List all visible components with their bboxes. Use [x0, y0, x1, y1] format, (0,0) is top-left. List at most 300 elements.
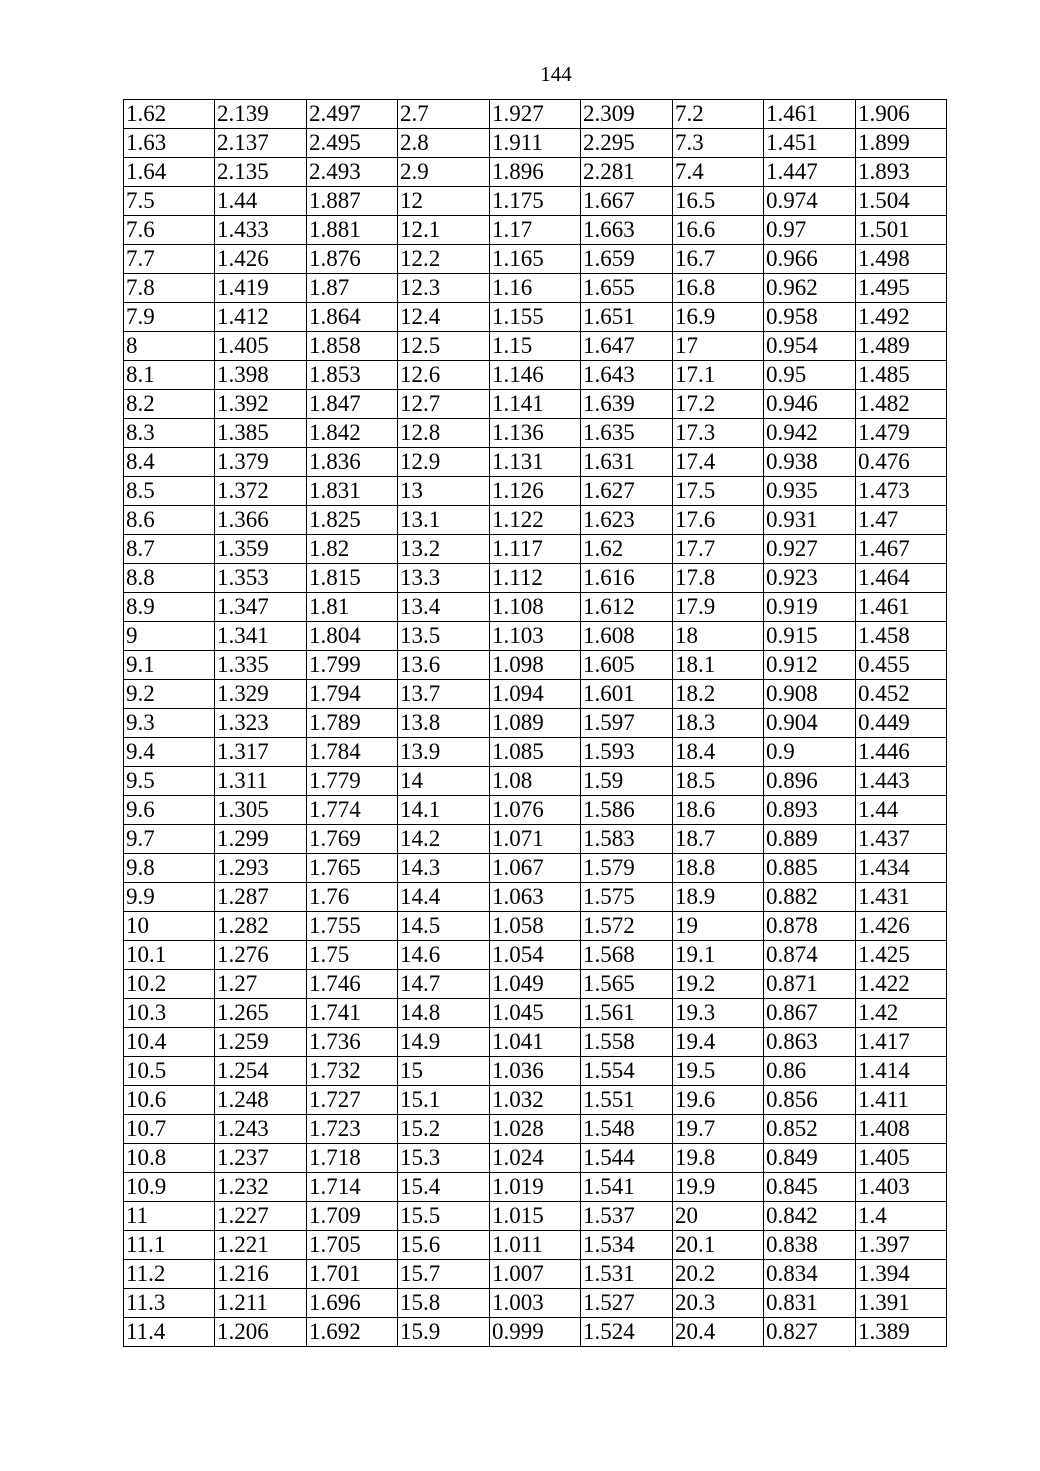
table-cell: 13.4 [398, 593, 490, 622]
table-cell: 1.643 [581, 361, 673, 390]
table-cell: 9 [124, 622, 215, 651]
table-cell: 1.165 [490, 245, 581, 274]
table-cell: 18 [673, 622, 764, 651]
table-cell: 0.449 [856, 709, 947, 738]
table-cell: 1.17 [490, 216, 581, 245]
table-cell: 1.44 [215, 187, 307, 216]
table-cell: 9.2 [124, 680, 215, 709]
table-cell: 7.5 [124, 187, 215, 216]
table-cell: 1.616 [581, 564, 673, 593]
table-row [124, 912, 947, 941]
table-cell: 1.544 [581, 1144, 673, 1173]
table-cell: 17.7 [673, 535, 764, 564]
table-cell: 1.16 [490, 274, 581, 303]
table-cell: 1.631 [581, 448, 673, 477]
table-cell: 1.804 [307, 622, 398, 651]
table-row [124, 970, 947, 999]
table-cell: 1.81 [307, 593, 398, 622]
table-cell: 1.784 [307, 738, 398, 767]
table-cell: 19.6 [673, 1086, 764, 1115]
table-cell: 17.6 [673, 506, 764, 535]
table-cell: 1.842 [307, 419, 398, 448]
table-cell: 10.3 [124, 999, 215, 1028]
table-cell: 15.2 [398, 1115, 490, 1144]
table-cell: 8.7 [124, 535, 215, 564]
table-cell: 1.705 [307, 1231, 398, 1260]
table-cell: 9.5 [124, 767, 215, 796]
table-cell: 11.2 [124, 1260, 215, 1289]
table-cell: 8.2 [124, 390, 215, 419]
table-cell: 19 [673, 912, 764, 941]
table-cell: 0.97 [764, 216, 856, 245]
table-cell: 1.62 [124, 100, 215, 129]
table-cell: 2.281 [581, 158, 673, 187]
table-cell: 1.815 [307, 564, 398, 593]
table-cell: 1.59 [581, 767, 673, 796]
table-cell: 1.287 [215, 883, 307, 912]
table-cell: 0.885 [764, 854, 856, 883]
table-cell: 0.958 [764, 303, 856, 332]
table-cell: 1.75 [307, 941, 398, 970]
table-cell: 1.003 [490, 1289, 581, 1318]
table-cell: 12.1 [398, 216, 490, 245]
table-cell: 1.825 [307, 506, 398, 535]
table-cell: 18.5 [673, 767, 764, 796]
table-cell: 1.635 [581, 419, 673, 448]
table-row [124, 129, 947, 158]
table-cell: 0.95 [764, 361, 856, 390]
table-cell: 14.5 [398, 912, 490, 941]
table-cell: 1.054 [490, 941, 581, 970]
table-row [124, 303, 947, 332]
table-cell: 1.433 [215, 216, 307, 245]
table-cell: 1.876 [307, 245, 398, 274]
table-cell: 14.8 [398, 999, 490, 1028]
table-cell: 1.461 [856, 593, 947, 622]
table-cell: 1.647 [581, 332, 673, 361]
table-cell: 1.765 [307, 854, 398, 883]
table-row [124, 564, 947, 593]
table-cell: 17.2 [673, 390, 764, 419]
table-cell: 1.893 [856, 158, 947, 187]
table-cell: 9.3 [124, 709, 215, 738]
table-cell: 1.853 [307, 361, 398, 390]
table-cell: 1.041 [490, 1028, 581, 1057]
table-cell: 12.5 [398, 332, 490, 361]
table-cell: 15.3 [398, 1144, 490, 1173]
table-cell: 0.946 [764, 390, 856, 419]
table-cell: 11.1 [124, 1231, 215, 1260]
table-cell: 1.108 [490, 593, 581, 622]
table-cell: 1.458 [856, 622, 947, 651]
table-cell: 16.8 [673, 274, 764, 303]
table-cell: 8.3 [124, 419, 215, 448]
table-cell: 15.8 [398, 1289, 490, 1318]
table-cell: 1.608 [581, 622, 673, 651]
table-cell: 1.08 [490, 767, 581, 796]
table-row [124, 767, 947, 796]
table-cell: 1.237 [215, 1144, 307, 1173]
table-cell: 1.492 [856, 303, 947, 332]
table-cell: 1.489 [856, 332, 947, 361]
table-cell: 1.126 [490, 477, 581, 506]
table-cell: 0.915 [764, 622, 856, 651]
table-row [124, 680, 947, 709]
table-row [124, 738, 947, 767]
table-cell: 1.146 [490, 361, 581, 390]
table-cell: 15.7 [398, 1260, 490, 1289]
table-cell: 1.103 [490, 622, 581, 651]
table-cell: 1.175 [490, 187, 581, 216]
table-cell: 1.392 [215, 390, 307, 419]
table-cell: 1.412 [215, 303, 307, 332]
table-cell: 11.3 [124, 1289, 215, 1318]
table-cell: 0.852 [764, 1115, 856, 1144]
table-cell: 1.394 [856, 1260, 947, 1289]
table-cell: 2.135 [215, 158, 307, 187]
table-cell: 1.623 [581, 506, 673, 535]
table-cell: 16.6 [673, 216, 764, 245]
table-cell: 0.931 [764, 506, 856, 535]
table-cell: 1.076 [490, 796, 581, 825]
table-cell: 1.417 [856, 1028, 947, 1057]
table-cell: 0.878 [764, 912, 856, 941]
table-cell: 1.254 [215, 1057, 307, 1086]
table-cell: 18.3 [673, 709, 764, 738]
table-row [124, 332, 947, 361]
table-cell: 2.309 [581, 100, 673, 129]
table-cell: 1.44 [856, 796, 947, 825]
table-cell: 1.858 [307, 332, 398, 361]
table-cell: 10.2 [124, 970, 215, 999]
table-cell: 7.4 [673, 158, 764, 187]
table-cell: 10.9 [124, 1173, 215, 1202]
table-cell: 1.554 [581, 1057, 673, 1086]
table-cell: 7.6 [124, 216, 215, 245]
table-cell: 1.586 [581, 796, 673, 825]
table-cell: 9.7 [124, 825, 215, 854]
table-cell: 17.4 [673, 448, 764, 477]
table-cell: 1.211 [215, 1289, 307, 1318]
table-cell: 7.3 [673, 129, 764, 158]
table-cell: 1.692 [307, 1318, 398, 1347]
table-cell: 18.6 [673, 796, 764, 825]
table-cell: 16.5 [673, 187, 764, 216]
table-cell: 1.799 [307, 651, 398, 680]
table-cell: 1.651 [581, 303, 673, 332]
table-cell: 1.723 [307, 1115, 398, 1144]
table-cell: 14.7 [398, 970, 490, 999]
table-cell: 12.9 [398, 448, 490, 477]
table-row [124, 274, 947, 303]
table-cell: 19.7 [673, 1115, 764, 1144]
table-cell: 0.849 [764, 1144, 856, 1173]
table-cell: 1.727 [307, 1086, 398, 1115]
table-cell: 9.8 [124, 854, 215, 883]
table-cell: 0.938 [764, 448, 856, 477]
table-cell: 1.446 [856, 738, 947, 767]
table-cell: 1.122 [490, 506, 581, 535]
table-cell: 1.667 [581, 187, 673, 216]
table-cell: 1.098 [490, 651, 581, 680]
table-cell: 11 [124, 1202, 215, 1231]
table-body [124, 100, 947, 1347]
table-cell: 1.391 [856, 1289, 947, 1318]
table-cell: 1.028 [490, 1115, 581, 1144]
table-cell: 0.831 [764, 1289, 856, 1318]
table-cell: 0.935 [764, 477, 856, 506]
table-cell: 10.8 [124, 1144, 215, 1173]
table-cell: 1.87 [307, 274, 398, 303]
table-cell: 10 [124, 912, 215, 941]
table-cell: 1.379 [215, 448, 307, 477]
table-cell: 1.63 [124, 129, 215, 158]
table-cell: 1.659 [581, 245, 673, 274]
table-row [124, 1202, 947, 1231]
table-cell: 15.1 [398, 1086, 490, 1115]
table-cell: 1.612 [581, 593, 673, 622]
table-cell: 15.9 [398, 1318, 490, 1347]
table-cell: 1.769 [307, 825, 398, 854]
table-cell: 0.889 [764, 825, 856, 854]
table-cell: 0.842 [764, 1202, 856, 1231]
table-cell: 1.627 [581, 477, 673, 506]
table-cell: 1.112 [490, 564, 581, 593]
table-cell: 12.3 [398, 274, 490, 303]
table-cell: 1.451 [764, 129, 856, 158]
table-cell: 0.874 [764, 941, 856, 970]
table-cell: 18.8 [673, 854, 764, 883]
table-cell: 1.42 [856, 999, 947, 1028]
table-cell: 1.504 [856, 187, 947, 216]
table-cell: 17.3 [673, 419, 764, 448]
table-cell: 1.663 [581, 216, 673, 245]
table-cell: 14.1 [398, 796, 490, 825]
table-cell: 12.4 [398, 303, 490, 332]
table-cell: 19.5 [673, 1057, 764, 1086]
table-cell: 16.9 [673, 303, 764, 332]
table-cell: 1.714 [307, 1173, 398, 1202]
table-cell: 1.216 [215, 1260, 307, 1289]
table-cell: 1.597 [581, 709, 673, 738]
table-cell: 1.531 [581, 1260, 673, 1289]
table-cell: 18.9 [673, 883, 764, 912]
table-cell: 0.871 [764, 970, 856, 999]
table-cell: 8.1 [124, 361, 215, 390]
table-cell: 1.82 [307, 535, 398, 564]
table-cell: 1.601 [581, 680, 673, 709]
table-cell: 18.4 [673, 738, 764, 767]
table-cell: 13.2 [398, 535, 490, 564]
table-row [124, 1115, 947, 1144]
table-row [124, 1289, 947, 1318]
table-cell: 1.927 [490, 100, 581, 129]
table-cell: 1.572 [581, 912, 673, 941]
table-cell: 7.7 [124, 245, 215, 274]
table-cell: 0.476 [856, 448, 947, 477]
table-cell: 12.6 [398, 361, 490, 390]
table-cell: 0.9 [764, 738, 856, 767]
table-cell: 1.259 [215, 1028, 307, 1057]
table-cell: 2.495 [307, 129, 398, 158]
table-cell: 9.1 [124, 651, 215, 680]
table-row [124, 1144, 947, 1173]
table-cell: 0.867 [764, 999, 856, 1028]
table-cell: 1.431 [856, 883, 947, 912]
table-cell: 19.4 [673, 1028, 764, 1057]
table-cell: 1.032 [490, 1086, 581, 1115]
table-cell: 1.794 [307, 680, 398, 709]
table-cell: 1.534 [581, 1231, 673, 1260]
table-cell: 2.9 [398, 158, 490, 187]
table-cell: 20.2 [673, 1260, 764, 1289]
table-cell: 10.5 [124, 1057, 215, 1086]
table-cell: 1.741 [307, 999, 398, 1028]
table-cell: 8.9 [124, 593, 215, 622]
table-cell: 1.036 [490, 1057, 581, 1086]
table-cell: 1.293 [215, 854, 307, 883]
table-cell: 1.206 [215, 1318, 307, 1347]
table-cell: 20.1 [673, 1231, 764, 1260]
table-cell: 1.007 [490, 1260, 581, 1289]
table-cell: 1.049 [490, 970, 581, 999]
table-cell: 14.3 [398, 854, 490, 883]
table-cell: 10.6 [124, 1086, 215, 1115]
table-cell: 1.479 [856, 419, 947, 448]
table-cell: 1.232 [215, 1173, 307, 1202]
table-cell: 19.2 [673, 970, 764, 999]
table-cell: 2.139 [215, 100, 307, 129]
table-cell: 17.8 [673, 564, 764, 593]
table-cell: 12 [398, 187, 490, 216]
table-cell: 1.243 [215, 1115, 307, 1144]
table-cell: 10.7 [124, 1115, 215, 1144]
table-row [124, 216, 947, 245]
table-row [124, 1231, 947, 1260]
table-cell: 1.398 [215, 361, 307, 390]
table-cell: 1.155 [490, 303, 581, 332]
table-row [124, 999, 947, 1028]
table-cell: 1.403 [856, 1173, 947, 1202]
table-cell: 1.434 [856, 854, 947, 883]
table-cell: 8 [124, 332, 215, 361]
table-cell: 1.058 [490, 912, 581, 941]
table-cell: 11.4 [124, 1318, 215, 1347]
table-cell: 8.4 [124, 448, 215, 477]
table-cell: 1.094 [490, 680, 581, 709]
table-cell: 0.863 [764, 1028, 856, 1057]
table-cell: 19.9 [673, 1173, 764, 1202]
table-cell: 1.019 [490, 1173, 581, 1202]
table-cell: 1.561 [581, 999, 673, 1028]
table-cell: 1.575 [581, 883, 673, 912]
table-cell: 1.372 [215, 477, 307, 506]
table-cell: 2.137 [215, 129, 307, 158]
table-cell: 1.896 [490, 158, 581, 187]
table-cell: 0.856 [764, 1086, 856, 1115]
table-cell: 0.455 [856, 651, 947, 680]
table-cell: 1.411 [856, 1086, 947, 1115]
table-cell: 1.847 [307, 390, 398, 419]
table-cell: 14.4 [398, 883, 490, 912]
table-row [124, 390, 947, 419]
table-row [124, 187, 947, 216]
table-cell: 1.4 [856, 1202, 947, 1231]
table-cell: 0.962 [764, 274, 856, 303]
table-cell: 14.9 [398, 1028, 490, 1057]
table-cell: 1.464 [856, 564, 947, 593]
table-cell: 1.639 [581, 390, 673, 419]
table-row [124, 158, 947, 187]
table-cell: 1.317 [215, 738, 307, 767]
table-cell: 1.323 [215, 709, 307, 738]
table-cell: 1.063 [490, 883, 581, 912]
table-cell: 14 [398, 767, 490, 796]
table-cell: 1.541 [581, 1173, 673, 1202]
table-cell: 1.655 [581, 274, 673, 303]
table-row [124, 100, 947, 129]
table-cell: 1.437 [856, 825, 947, 854]
table-cell: 1.579 [581, 854, 673, 883]
table-cell: 1.568 [581, 941, 673, 970]
table-cell: 1.696 [307, 1289, 398, 1318]
table-cell: 1.593 [581, 738, 673, 767]
table-cell: 1.27 [215, 970, 307, 999]
table-cell: 0.966 [764, 245, 856, 274]
table-row [124, 1318, 947, 1347]
table-cell: 1.473 [856, 477, 947, 506]
table-cell: 1.605 [581, 651, 673, 680]
table-row [124, 506, 947, 535]
table-cell: 1.015 [490, 1202, 581, 1231]
table-cell: 1.524 [581, 1318, 673, 1347]
table-cell: 1.414 [856, 1057, 947, 1086]
table-cell: 1.221 [215, 1231, 307, 1260]
table-cell: 1.335 [215, 651, 307, 680]
table-cell: 1.131 [490, 448, 581, 477]
table-cell: 13.5 [398, 622, 490, 651]
table-cell: 14.6 [398, 941, 490, 970]
table-cell: 1.789 [307, 709, 398, 738]
table-cell: 13.8 [398, 709, 490, 738]
table-cell: 15.4 [398, 1173, 490, 1202]
table-cell: 19.3 [673, 999, 764, 1028]
table-cell: 1.836 [307, 448, 398, 477]
table-row [124, 245, 947, 274]
table-cell: 19.1 [673, 941, 764, 970]
table-row [124, 1260, 947, 1289]
table-row [124, 1173, 947, 1202]
table-cell: 1.583 [581, 825, 673, 854]
table-cell: 1.117 [490, 535, 581, 564]
table-cell: 1.405 [856, 1144, 947, 1173]
table-cell: 1.774 [307, 796, 398, 825]
table-cell: 1.422 [856, 970, 947, 999]
table-cell: 1.76 [307, 883, 398, 912]
table-cell: 1.47 [856, 506, 947, 535]
table-cell: 17 [673, 332, 764, 361]
table-cell: 0.452 [856, 680, 947, 709]
table-cell: 2.497 [307, 100, 398, 129]
table-row [124, 796, 947, 825]
table-row [124, 854, 947, 883]
table-cell: 18.7 [673, 825, 764, 854]
table-cell: 1.899 [856, 129, 947, 158]
table-cell: 0.923 [764, 564, 856, 593]
table-cell: 13.7 [398, 680, 490, 709]
table-cell: 13.3 [398, 564, 490, 593]
table-cell: 1.408 [856, 1115, 947, 1144]
